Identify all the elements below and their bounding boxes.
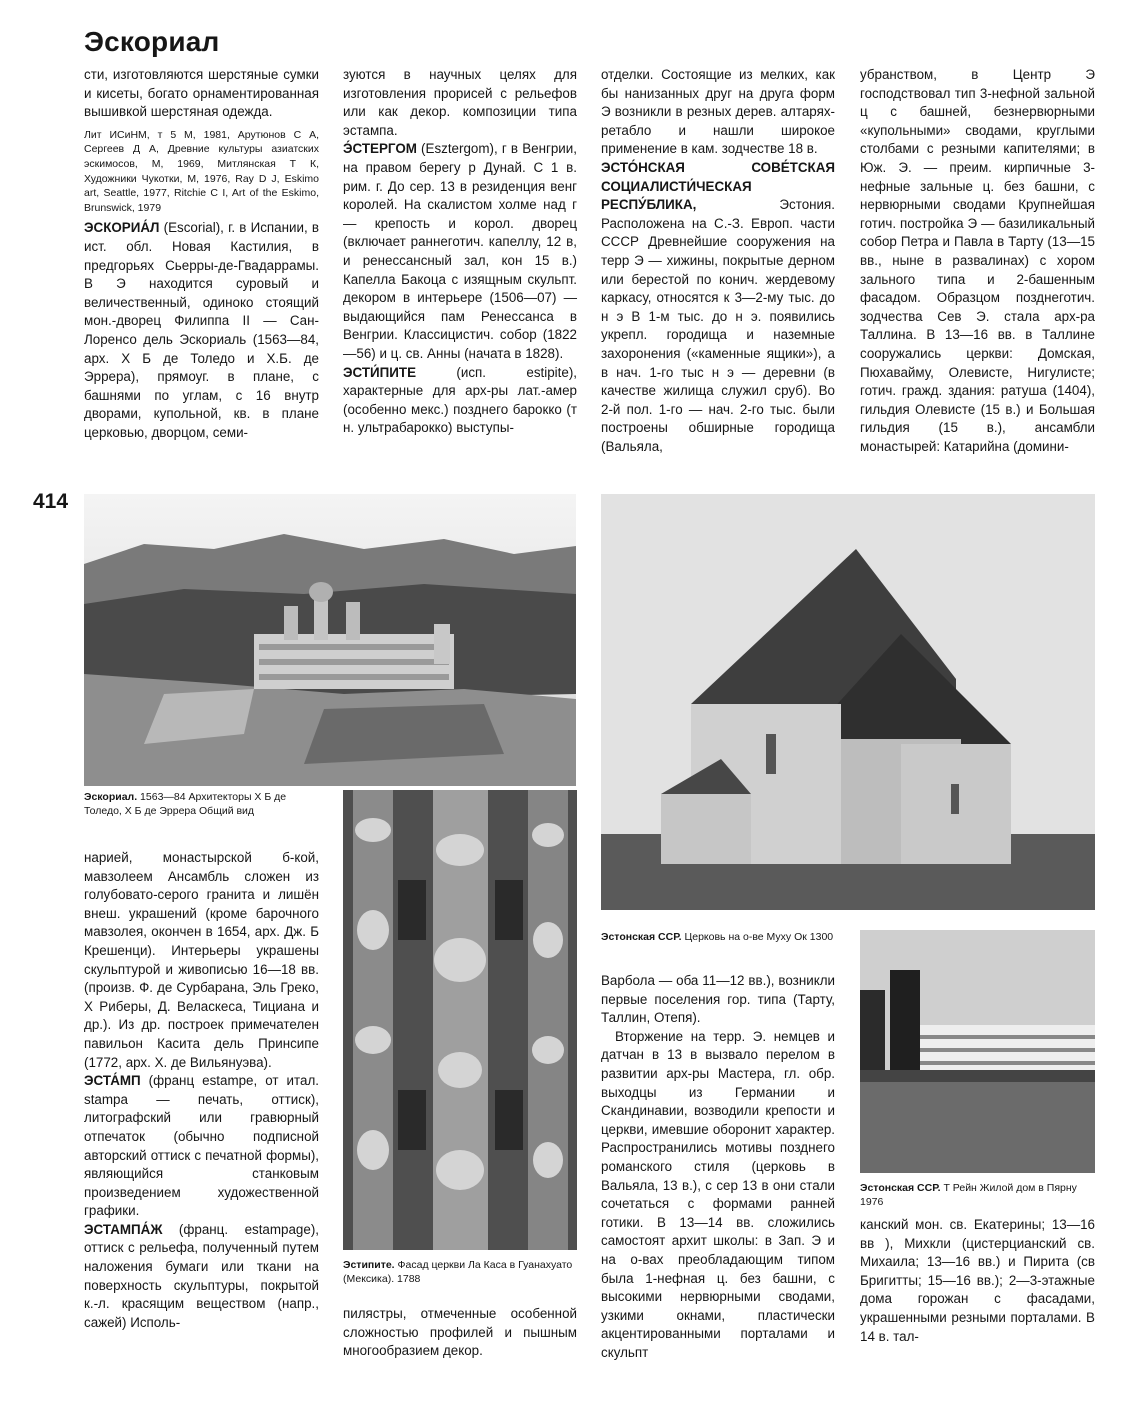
caption-housing [860,1181,1096,1209]
entry-heading: Э́СТЕРГОМ [343,141,417,157]
column-2-bottom [343,1305,577,1361]
column-4-bottom [860,1216,1095,1346]
paragraph: зуются в научных целях для изготовления прорисей с рельефов или как декор. композиции типа эстампа. [343,67,577,138]
caption-text: Фасад церкви Ла Каса в Гуанахуато (Мексика). 1788 [343,1259,573,1285]
caption-text: Церковь на о-ве Муху Ок 1300 [681,931,834,943]
entry-body: (Esztergom), г в Венгрии, на правом берегу р Дунай. С 1 в. рим. г. До сер. 13 в резиденция венг королей. На скалистом холме над г — крепость и корол. дворец (включает раннеготич. капеллу, 12 в, и ренессансный зал, кон 15 в.) Капелла Бакоца с изящным скульпт. декором в интерьере (1506—07) — выдающийся пам Ренессанса в Венгрии. Классицистич. собор (1822—56) и ц. св. Анны (начата в 1828). [343,141,577,361]
paragraph: убранством, в Центр Э господствовал тип 3-нефной зальной ц с башней, безнервюрными «купольными» сводами, круглыми столбами с резными капителями; в Юж. Э. — преим. кирпичные 3-нефные зальные ц. без башни, с нервюрными сводами Крупнейшая готич. постройка Э — базиликальный собор Петра и Павла в Тарту (13—15 вв., ныне в развалинах) с хором зального типа и 2-башенным фасадом. Образцом позднеготич. зодчества Сев Э. стала арх-ра Таллина. В 13—16 вв. в Таллине сооружались церкви: Домская, Пюхавайму, Олевисте, Нигулисте; готич. гражд. здания: ратуша (1404), гильдия Олевисте (15 в.) и Большая гильдия (15 в.), ансамбли монастырей: Катарийна (домини- [860,67,1095,454]
column-2-top [343,66,577,438]
page-number: 414 [33,490,69,513]
caption-church [601,930,837,944]
entry-heading: ЭСТИ́ПИТЕ [343,364,417,380]
entry-heading: ЭСКОРИА́Л [84,220,160,236]
paragraph: канский мон. св. Екатерины; 13—16 вв ), Михкли (цистерцианский св. Михаила; 13—16 вв.) и Пирита (св Бригитты; 15—16 вв.); 2—3-этажные дома горожан с фасадами, украшенными резными порталами. В 14 в. тал- [860,1217,1095,1344]
entry-estipite [343,364,577,438]
escorial-photo [84,494,576,786]
parnu-housing-photo [860,930,1095,1173]
column-4-top [860,66,1095,456]
paragraph: отделки. Состоящие из мелких, как бы нанизанных друг на друга форм Э возникли в резных дерев. алтарях-ретабло и нашли широкое применение в кам. зодчестве 18 в. [601,67,835,157]
entry-escorial [84,219,319,442]
column-3-bottom [601,972,835,1362]
entry-heading: ЭСТА́МП [84,1073,141,1089]
entry-estamp [84,1072,319,1221]
caption-text: Т Рейн Жилой дом в Пярну 1976 [860,1182,1077,1208]
caption-label: Эстонская ССР. [601,931,682,943]
entry-body: Эстония. Расположена на С.-З. Европ. части СССР Древнейшие сооружения на терр Э — хижины, покрытые дерном или берестой по конич. жердевому каркасу, относятся к 3—2-му тыс. до н э В 1-м тыс. до н э. появились укрепл. городища и наземные захоронения («каменные ящики»), а в нач. 1-го тыс н э — деревни (в качестве жилища служил сруб). Во 2-й пол. 1-го — нач. 2-го тыс. были построены обширные городища (Вальяла, [601,197,835,454]
caption-text: 1563—84 Архитекторы Х Б де Толедо, Х Б де Эррера Общий вид [84,791,287,817]
column-1-top [84,66,319,442]
entry-estampage [84,1221,319,1333]
caption-label: Эстонская ССР. [860,1182,941,1194]
caption-estipite [343,1258,579,1286]
paragraph: нарией, монастырской б-кой, мавзолеем Ансамбль сложен из голубовато-серого гранита и лишён внеш. украшений (кроме барочного мавзолея, окончен в 1654, арх. Дж. Б Крешенци). Интерьеры украшены скульптурой и живописью 16—18 вв. (произв. Ф. де Сурбарана, Эль Греко, Х Риберы, Д. Веласкеса, Тициана и др.). Из др. построек примечателен павильон Касита дель Принсипе (1772, арх. Х. де Вильянуэва). [84,850,319,1070]
entry-body: (исп. estipite), характерные для арх-ры лат.-амер (особенно мекс.) позднего барокко (т н. ультрабарокко) выступы- [343,364,577,436]
caption-escorial [84,790,324,818]
paragraph: сти, изготовляются шерстяные сумки и кисеты, богато орнаментированная вышивкой шерстяная одежда. [84,67,319,120]
caption-label: Эстипите. [343,1259,395,1271]
entry-estonian-ssr [601,159,835,457]
muhu-church-photo [601,494,1095,910]
entry-body: (Escorial), г. в Испании, в ист. обл. Новая Кастилия, в предгорьях Сьерры-де-Гвадаррамы. В Э находится суровый и величественный, одиноко стоящий мон.-дворец Филиппа II — Сан-Лоренсо дель Эскориаль (1563—84, арх. Х Б де Толедо и Х.Б. де Эррера), прямоуг. в плане, с башнями по углам, с 16 внутр дворами, купольной, кв. в плане церковью, дворцом, семи- [84,220,319,440]
entry-body: (франц. estampage), оттиск с рельефа, полученный путем наложения бумаги или ткани на поверхность скульптуры, покрытой к.-л. красящим веществом (напр., сажей) Исполь- [84,1221,319,1330]
column-3-top [601,66,835,456]
estipite-photo [343,790,577,1250]
bibliography: Лит ИСиНМ, т 5 М, 1981, Арутюнов С А, Сергеев Д А, Древние культуры азиатских эскимосов, М, 1969, Митлянская Т К, Художники Чукотки, М, 1976, Ray D J, Eskimo art, Seattle, 1977, Ritchie C I, Art of the Eskimo, Brunswick, 1979 [84,128,319,214]
paragraph: Вторжение на терр. Э. немцев и датчан в 13 в вызвало перелом в развитии арх-ры Мастера, гл. обр. выходцы из Германии и Скандинавии, возводили крепости и церкви, имевшие оборонит характер. Распространились мотивы позднего романского стиля (церковь в Вальяла, 13 в.), с сер 13 в они стали сочетаться с формами ранней готики. В 13—14 вв. сложились самостоят архит школы: в Зап. Э и на о-вах преобладающим типом была 1-нефная ц. без башни, с высокими нервюрными сводами, узкими окнами, пластически акцентированными порталами и скульпт [601,1028,835,1360]
entry-heading: ЭСТАМПА́Ж [84,1221,163,1237]
paragraph: пилястры, отмеченные особенной сложностью профилей и пышным многообразием декор. [343,1306,577,1359]
entry-body: (франц estampe, от итал. stampa — печать, оттиск), литографский или гравюрный отпечаток (обычно подписной авторский оттиск с печатной формы), являющийся станковым произведением художественной графики. [84,1073,319,1219]
entry-heading: ЭСТО́НСКАЯ СОВЕ́ТСКАЯ СОЦИАЛИСТИ́ЧЕСКАЯ РЕСПУ́БЛИКА, [601,159,835,213]
paragraph: Варбола — оба 11—12 вв.), возникли первые поселения гор. типа (Тарту, Таллин, Отепя). [601,973,835,1026]
entry-esztergom [343,140,577,363]
column-1-bottom [84,849,319,1332]
caption-label: Эскориал. [84,791,138,803]
page-title: Эскориал [84,26,220,57]
